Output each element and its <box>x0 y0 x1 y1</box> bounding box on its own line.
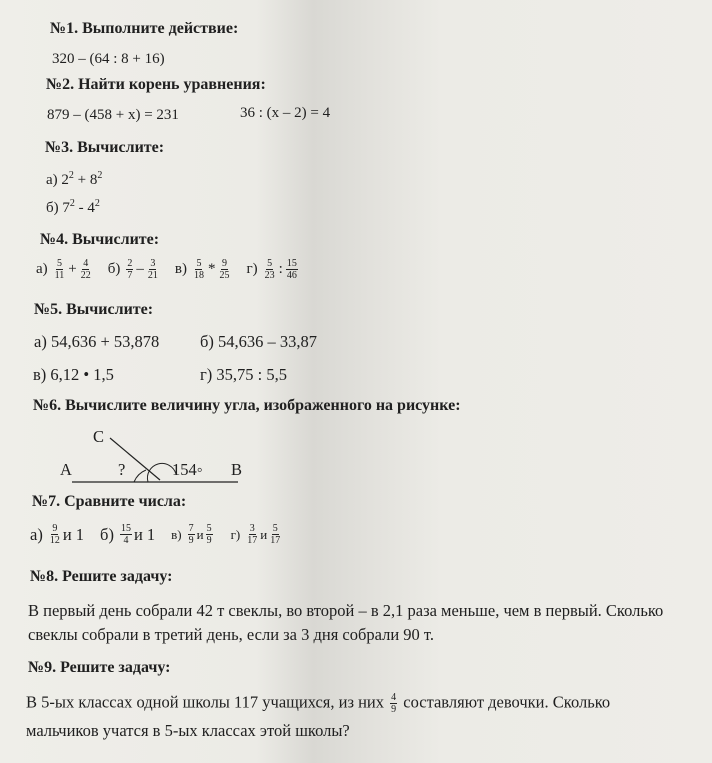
fraction-num: 15 <box>286 258 297 269</box>
task7-item-b <box>100 523 155 546</box>
task3-a-op: + <box>77 172 87 188</box>
task7-item-c <box>171 523 214 546</box>
fraction-den: 9 <box>206 535 212 546</box>
fraction <box>269 523 281 546</box>
task9-line-2: мальчиков учатся в 5-ых классах этой школы? <box>26 721 350 740</box>
fraction <box>206 523 213 546</box>
task7-c-label: в) <box>171 526 182 542</box>
task5-title: №5. Вычислите: <box>34 301 154 318</box>
task8-title: №8. Решите задачу: <box>30 568 173 585</box>
fraction-num: 7 <box>188 523 194 534</box>
task3-a-base2: 8 <box>89 172 98 188</box>
fraction-num: 5 <box>206 523 212 534</box>
task3-b-base1: 7 <box>62 200 70 216</box>
angle-value-label: 154◦ <box>172 460 203 479</box>
fraction-den: 17 <box>270 535 281 546</box>
task7-d-label: г) <box>230 526 241 542</box>
fraction-num: 5 <box>267 258 273 269</box>
operator: + <box>68 261 77 277</box>
fraction-den: 17 <box>247 535 258 546</box>
point-b-label: B <box>231 460 243 479</box>
task4-b-label: б) <box>107 261 121 277</box>
task7-title: №7. Сравните числа: <box>32 493 187 510</box>
fraction <box>246 523 258 546</box>
task5-item-c: в) 6,12 • 1,5 <box>33 365 114 384</box>
task9-line-1 <box>26 692 610 715</box>
and-word: и <box>133 524 143 544</box>
fraction-den: 18 <box>193 270 204 281</box>
fraction-num: 9 <box>221 258 227 269</box>
task2-title: №2. Найти корень уравнения: <box>46 76 266 93</box>
fraction-num: 4 <box>83 258 89 269</box>
fraction-den: 12 <box>49 535 60 546</box>
task9-title: №9. Решите задачу: <box>28 659 171 676</box>
fraction-den: 4 <box>123 535 129 546</box>
task5-item-b: б) 54,636 – 33,87 <box>200 332 318 351</box>
fraction-den: 9 <box>391 704 397 715</box>
and-word: и <box>62 524 72 544</box>
task5-item-d: г) 35,75 : 5,5 <box>200 365 287 384</box>
fraction-den: 21 <box>147 270 158 281</box>
point-c-label: C <box>93 427 105 446</box>
fraction-num: 9 <box>52 523 58 534</box>
task3-b-base2: 4 <box>87 200 95 216</box>
compare-value: 1 <box>146 524 156 544</box>
task8-line-2: свеклы собрали в третий день, если за 3 дня собрали 90 т. <box>28 625 435 644</box>
task3-title: №3. Вычислите: <box>45 139 165 156</box>
task3-b-label: б) <box>46 200 59 216</box>
fraction-den: 7 <box>127 270 133 281</box>
task3-a-base1: 2 <box>61 172 69 188</box>
fraction-den: 23 <box>264 270 275 281</box>
fraction <box>390 692 397 715</box>
task3-b-op: - <box>78 200 84 216</box>
task2-equation-2: 36 : (x – 2) = 4 <box>240 105 331 121</box>
and-word: и <box>196 526 204 542</box>
fraction-num: 3 <box>249 523 255 534</box>
fraction <box>188 523 195 546</box>
task3-a-exp1: 2 <box>68 170 74 181</box>
point-a-label: A <box>60 460 72 479</box>
operator: : <box>278 261 283 277</box>
compare-value: 1 <box>75 524 85 544</box>
task6-title: №6. Вычислите величину угла, изображенного на рисунке: <box>33 397 461 414</box>
task1-title: №1. Выполните действие: <box>50 20 239 37</box>
task7-item-d <box>231 523 284 546</box>
task3-b-exp2: 2 <box>94 198 100 209</box>
fraction-den: 46 <box>286 270 297 281</box>
fraction-num: 4 <box>391 692 397 703</box>
unknown-angle-label: ? <box>118 460 126 479</box>
task1-expression: 320 – (64 : 8 + 16) <box>52 51 165 67</box>
fraction-den: 22 <box>80 270 91 281</box>
and-word: и <box>260 526 268 542</box>
task8-line-1: В первый день собрали 42 т свеклы, во второй – в 2,1 раза меньше, чем в первый. Сколько <box>28 601 664 620</box>
task4-c-label: в) <box>174 261 187 277</box>
fraction <box>120 523 132 546</box>
task4-title: №4. Вычислите: <box>40 231 160 248</box>
task7-b-label: б) <box>100 524 114 544</box>
angle-arc-small <box>134 470 146 482</box>
task7-items <box>30 523 283 546</box>
task5-item-a: а) 54,636 + 53,878 <box>34 332 160 351</box>
task2-equation-1: 879 – (458 + x) = 231 <box>47 107 179 123</box>
task3-a-exp2: 2 <box>97 170 103 181</box>
fraction-num: 2 <box>127 258 133 269</box>
task4-a-label: а) <box>36 261 48 277</box>
task7-a-label: а) <box>30 524 43 544</box>
fraction-den: 11 <box>54 270 65 281</box>
fraction-num: 5 <box>272 523 278 534</box>
fraction <box>49 523 61 546</box>
task3-a-label: а) <box>46 172 58 188</box>
operator: – <box>136 261 144 277</box>
fraction-num: 15 <box>120 523 131 534</box>
task9-text-a: В 5-ых классах одной школы 117 учащихся, из них <box>26 692 385 712</box>
fraction-num: 5 <box>56 258 62 269</box>
fraction-num: 3 <box>150 258 156 269</box>
fraction-num: 5 <box>196 258 202 269</box>
task7-item-a <box>30 523 84 546</box>
task4-d-label: г) <box>246 261 258 277</box>
fraction-den: 9 <box>188 535 194 546</box>
operator: * <box>207 261 216 277</box>
fraction-den: 25 <box>219 270 230 281</box>
task9-text-b: составляют девочки. Сколько <box>403 692 611 712</box>
task3-b-exp1: 2 <box>69 198 75 209</box>
